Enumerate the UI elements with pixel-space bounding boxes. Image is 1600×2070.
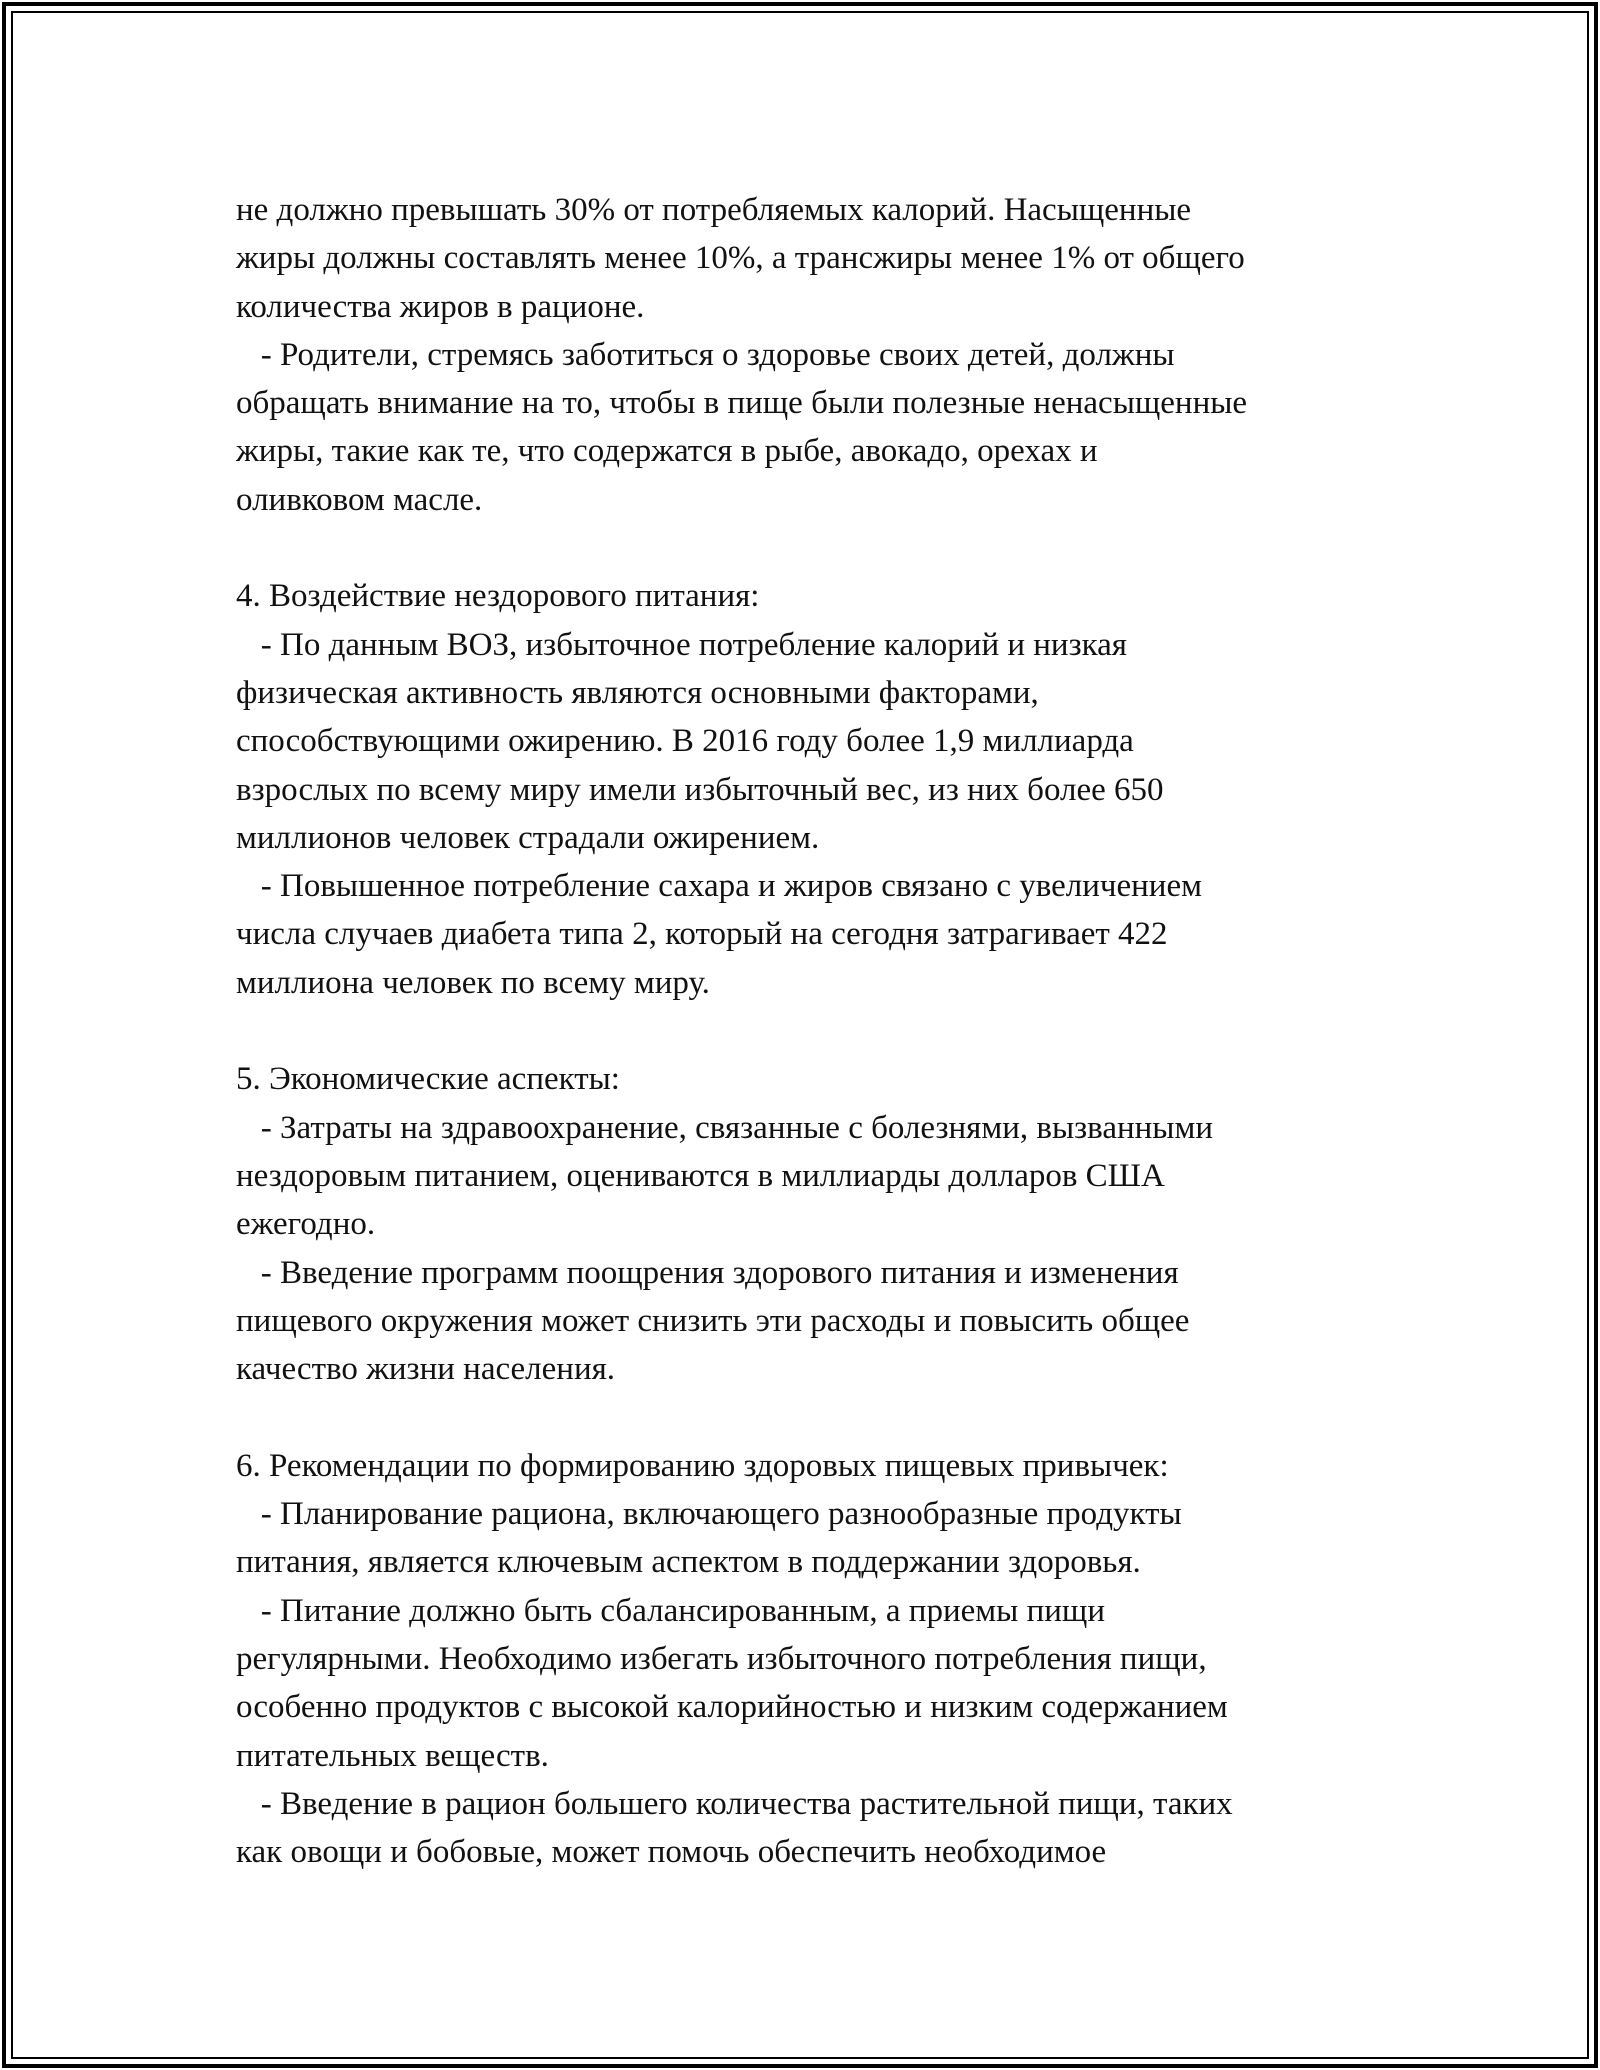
bullet-paragraph bbox=[236, 1104, 1396, 1249]
bullet-paragraph bbox=[236, 1490, 1396, 1587]
text-line: 4. Воздействие нездорового питания: bbox=[236, 578, 760, 615]
section-heading bbox=[236, 1055, 1396, 1103]
document-body bbox=[236, 186, 1396, 1876]
section-spacer bbox=[236, 1007, 1396, 1055]
text-line: питания, является ключевым аспектом в поддержании здоровья. bbox=[236, 1544, 1141, 1581]
section-spacer bbox=[236, 524, 1396, 572]
text-line: жиры должны составлять менее 10%, а трансжиры менее 1% от общего bbox=[236, 240, 1245, 277]
text-line: 5. Экономические аспекты: bbox=[236, 1061, 620, 1098]
text-line: взрослых по всему миру имели избыточный вес, из них более 650 bbox=[236, 771, 1164, 808]
bullet-paragraph bbox=[236, 621, 1396, 862]
section-spacer bbox=[236, 1393, 1396, 1441]
text-line: питательных веществ. bbox=[236, 1737, 549, 1774]
text-line: физическая активность являются основными факторами, bbox=[236, 674, 1039, 711]
text-line: качество жизни населения. bbox=[236, 1351, 616, 1388]
text-line: числа случаев диабета типа 2, который на сегодня затрагивает 422 bbox=[236, 916, 1168, 953]
bullet-paragraph bbox=[236, 1587, 1396, 1780]
text-line: - По данным ВОЗ, избыточное потребление калорий и низкая bbox=[236, 626, 1127, 663]
bullet-paragraph bbox=[236, 331, 1396, 524]
text-line: миллиона человек по всему миру. bbox=[236, 964, 710, 1001]
text-line: - Повышенное потребление сахара и жиров связано с увеличением bbox=[236, 868, 1202, 905]
text-line: регулярными. Необходимо избегать избыточного потребления пищи, bbox=[236, 1640, 1207, 1677]
text-line: - Введение программ поощрения здорового питания и изменения bbox=[236, 1254, 1179, 1291]
text-line: как овощи и бобовые, может помочь обеспечить необходимое bbox=[236, 1834, 1107, 1871]
bullet-paragraph bbox=[236, 862, 1396, 1007]
text-line: нездоровым питанием, оцениваются в миллиарды долларов США bbox=[236, 1157, 1165, 1194]
text-line: жиры, такие как те, что содержатся в рыбе, авокадо, орехах и bbox=[236, 433, 1098, 470]
text-line: 6. Рекомендации по формированию здоровых пищевых привычек: bbox=[236, 1447, 1169, 1484]
text-line: особенно продуктов с высокой калорийностью и низким содержанием bbox=[236, 1689, 1228, 1726]
text-line: - Родители, стремясь заботиться о здоровье своих детей, должны bbox=[236, 336, 1175, 373]
text-line: - Питание должно быть сбалансированным, а приемы пищи bbox=[236, 1592, 1105, 1629]
section-heading bbox=[236, 1442, 1396, 1490]
text-line: количества жиров в рационе. bbox=[236, 288, 645, 325]
text-line: оливковом масле. bbox=[236, 481, 483, 518]
text-line: миллионов человек страдали ожирением. bbox=[236, 819, 820, 856]
bullet-paragraph bbox=[236, 1780, 1396, 1877]
text-line: пищевого окружения может снизить эти расходы и повысить общее bbox=[236, 1302, 1190, 1339]
paragraph bbox=[236, 186, 1396, 331]
text-line: обращать внимание на то, чтобы в пище были полезные ненасыщенные bbox=[236, 385, 1248, 422]
text-line: - Затраты на здравоохранение, связанные с болезнями, вызванными bbox=[236, 1109, 1214, 1146]
text-line: не должно превышать 30% от потребляемых калорий. Насыщенные bbox=[236, 192, 1192, 228]
text-line: способствующими ожирению. В 2016 году более 1,9 миллиарда bbox=[236, 723, 1134, 760]
section-heading bbox=[236, 572, 1396, 620]
bullet-paragraph bbox=[236, 1249, 1396, 1394]
text-line: - Планирование рациона, включающего разнообразные продукты bbox=[236, 1496, 1182, 1533]
text-line: - Введение в рацион большего количества растительной пищи, таких bbox=[236, 1785, 1233, 1822]
text-line: ежегодно. bbox=[236, 1206, 376, 1243]
